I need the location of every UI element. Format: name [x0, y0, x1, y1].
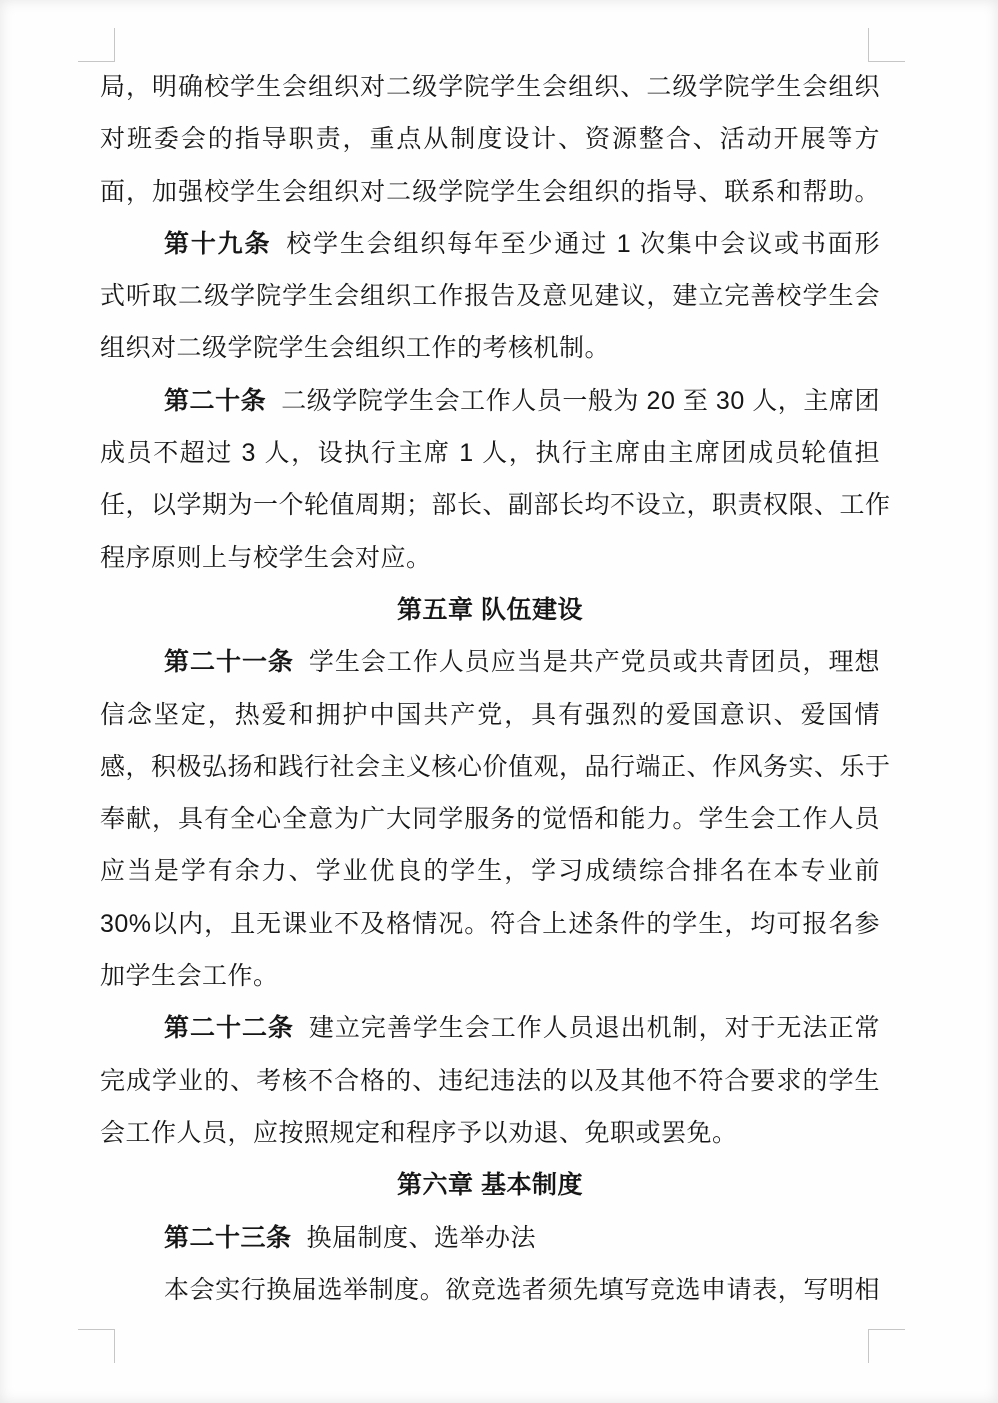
text-line: [100, 898, 880, 950]
text-run: 对班委会的指导职责，重点从制度设计、资源整合、活动开展等方: [100, 125, 880, 154]
text-run: 局，明确校学生会组织对二级学院学生会组织、二级学院学生会组织: [100, 73, 880, 101]
article-number: 第二十三条: [164, 1223, 292, 1252]
article-number: 第二十二条: [164, 1014, 294, 1043]
text-run: 组织对二级学院学生会组织工作的考核机制。: [100, 334, 611, 363]
text-run: 感，积极弘扬和践行社会主义核心价值观，品行端正、作风务实、乐于: [100, 752, 891, 781]
text-run: 面，加强校学生会组织对二级学院学生会组织的指导、联系和帮助。: [100, 177, 880, 206]
text-line: [100, 1212, 880, 1264]
text-run: 任，以学期为一个轮值周期；部长、副部长均不设立，职责权限、工作: [100, 491, 891, 520]
text-run: 30%以内，且无课业不及格情况。符合上述条件的学生，均可报名参: [100, 909, 880, 938]
document-body: [100, 61, 891, 1316]
chapter-heading: [100, 1159, 880, 1211]
text-line: [100, 741, 891, 793]
text-line: [100, 113, 880, 165]
text-run: 第六章 基本制度: [397, 1171, 583, 1200]
text-line: [100, 1264, 880, 1316]
text-line: [100, 1002, 880, 1054]
text-line: [100, 427, 880, 479]
text-run: 奉献，具有全心全意为广大同学服务的觉悟和能力。学生会工作人员: [100, 805, 880, 834]
text-line: [100, 375, 880, 427]
text-run: 式听取二级学院学生会组织工作报告及意见建议，建立完善校学生会: [100, 282, 880, 311]
crop-mark-bottom-left-icon: [78, 1329, 115, 1363]
crop-mark-bottom-right-icon: [868, 1329, 905, 1363]
text-line: [100, 845, 880, 897]
text-line: [100, 61, 880, 113]
text-run: 本会实行换届选举制度。欲竞选者须先填写竞选申请表，写明相: [164, 1275, 880, 1304]
text-run: 建立完善学生会工作人员退出机制，对于无法正常: [308, 1014, 880, 1043]
text-line: [100, 793, 880, 845]
text-line: [100, 166, 880, 218]
article-number: 第十九条: [164, 229, 272, 258]
article-number: 第二十一条: [164, 648, 294, 677]
text-line: [100, 950, 880, 1002]
text-run: 第五章 队伍建设: [397, 595, 583, 624]
text-run: 校学生会组织每年至少通过 1 次集中会议或书面形: [286, 229, 880, 258]
text-line: [100, 532, 880, 584]
text-line: [100, 479, 891, 531]
text-run: 应当是学有余力、学业优良的学生，学习成绩综合排名在本专业前: [100, 857, 880, 886]
text-run: 完成学业的、考核不合格的、违纪违法的以及其他不符合要求的学生: [100, 1066, 880, 1095]
text-line: [100, 1055, 880, 1107]
chapter-heading: [100, 584, 880, 636]
crop-mark-top-left-icon: [78, 28, 115, 62]
text-run: 二级学院学生会工作人员一般为 20 至 30 人，主席团: [281, 386, 880, 415]
text-run: 成员不超过 3 人，设执行主席 1 人，执行主席由主席团成员轮值担: [100, 439, 880, 468]
text-run: 换届制度、选举办法: [306, 1223, 537, 1252]
text-line: [100, 270, 880, 322]
text-run: 会工作人员，应按照规定和程序予以劝退、免职或罢免。: [100, 1118, 738, 1147]
text-run: 学生会工作人员应当是共产党员或共青团员，理想: [308, 648, 880, 677]
text-line: [100, 322, 880, 374]
article-number: 第二十条: [164, 386, 267, 415]
text-line: [100, 218, 880, 270]
text-line: [100, 636, 880, 688]
crop-mark-top-right-icon: [868, 28, 905, 62]
text-run: 加学生会工作。: [100, 962, 279, 991]
text-line: [100, 689, 880, 741]
text-run: 信念坚定，热爱和拥护中国共产党，具有强烈的爱国意识、爱国情: [100, 700, 880, 729]
text-line: [100, 1107, 880, 1159]
text-run: 程序原则上与校学生会对应。: [100, 543, 432, 572]
